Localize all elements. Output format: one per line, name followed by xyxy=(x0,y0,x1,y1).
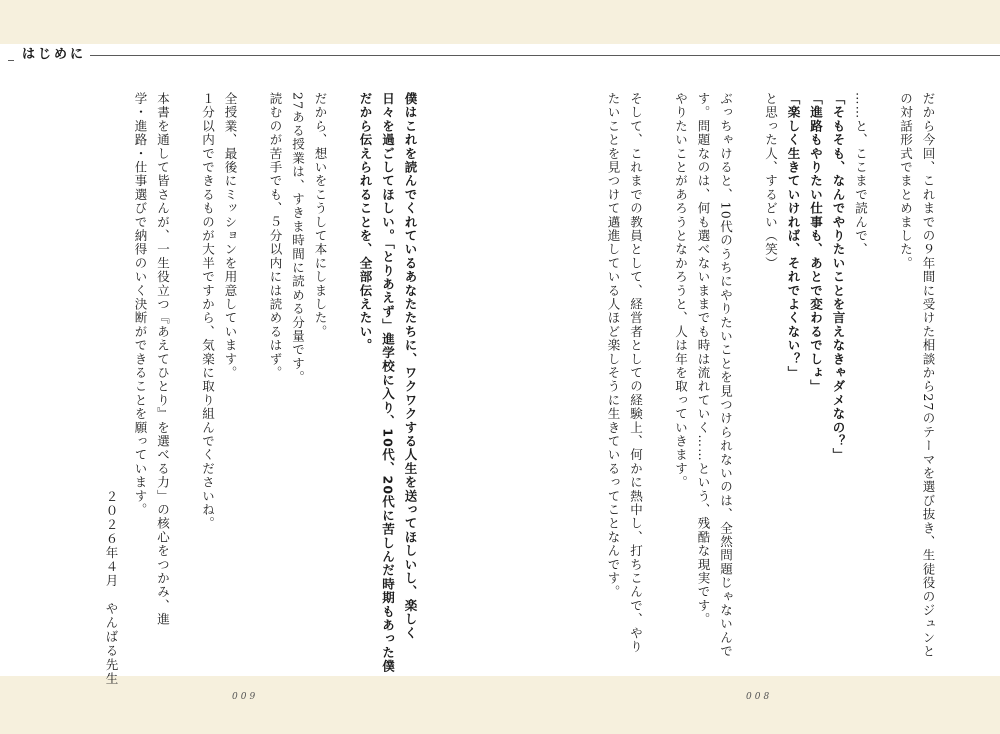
page-number-left: 009 xyxy=(232,692,259,702)
text-column: 全授業、最後にミッションを用意しています。 xyxy=(223,92,238,380)
header-tick xyxy=(8,60,14,61)
text-column: 27ある授業は、すきま時間に読める分量です。 xyxy=(290,92,306,385)
page-number-right: 008 xyxy=(746,692,773,702)
text-column: 読むのが苦手でも、５分以内には読めるはず。 xyxy=(268,92,283,380)
text-column: 「楽しく生きていければ、それでよくない？」 xyxy=(786,92,801,380)
text-column: たいことを見つけて邁進している人ほど楽しそうに生きているってことなんです。 xyxy=(606,92,621,599)
text-column: と思った人、するどい（笑） xyxy=(763,92,779,271)
header-rule xyxy=(62,55,1000,56)
text-column: 僕はこれを読んでくれているあなたたちに、ワクワクする人生を送ってほしいし、楽しく xyxy=(403,92,418,640)
signature: ２０２６年４月 やんばる先生 xyxy=(104,490,119,686)
text-column: 「進路もやりたい仕事も、あとで変わるでしょ」 xyxy=(808,92,824,394)
section-title: はじめに xyxy=(18,48,90,62)
text-column: だから、想いをこうして本にしました。 xyxy=(313,92,328,339)
text-column: ぶっちゃけると、10代のうちにやりたいことを見つけられないのは、全然問題じゃないんで xyxy=(718,92,734,659)
text-column: ……と、ここまで読んで、 xyxy=(853,92,869,257)
text-column: 「そもそも、なんでやりたいことを言えなきゃダメなの？」 xyxy=(831,92,846,462)
text-column: やりたいことがあろうとなかろうと、人は年を取っていきます。 xyxy=(673,92,689,490)
text-column: 日々を過ごしてほしい。「とりあえず」進学校に入り、10代、20代に苦しんだ時期もあった僕 xyxy=(380,92,396,674)
text-column: だから伝えられることを、全部伝えたい。 xyxy=(358,92,373,353)
text-column: だから今回、これまでの９年間に受けた相談から27のテーマを選び抜き、生徒役のジュンと xyxy=(921,92,936,659)
text-column: そして、これまでの教員として、経営者としての経験上、何かに熱中し、打ちこんで、やり xyxy=(628,92,644,654)
top-margin xyxy=(0,0,1000,44)
text-column: 学・進路・仕事選びで納得のいく決断ができることを願っています。 xyxy=(133,92,148,517)
text-column: 本書を通して皆さんが、一生役立つ『あえてひとり』を選べる力」の核心をつかみ、進 xyxy=(155,92,171,627)
bottom-margin xyxy=(0,676,1000,734)
text-column: す。問題なのは、何も選べないままでも時は流れていく……という、残酷な現実です。 xyxy=(696,92,711,627)
text-column: １分以内でできるものが大半ですから、気楽に取り組んでくださいね。 xyxy=(200,92,216,531)
text-column: の対話形式でまとめました。 xyxy=(898,92,914,271)
